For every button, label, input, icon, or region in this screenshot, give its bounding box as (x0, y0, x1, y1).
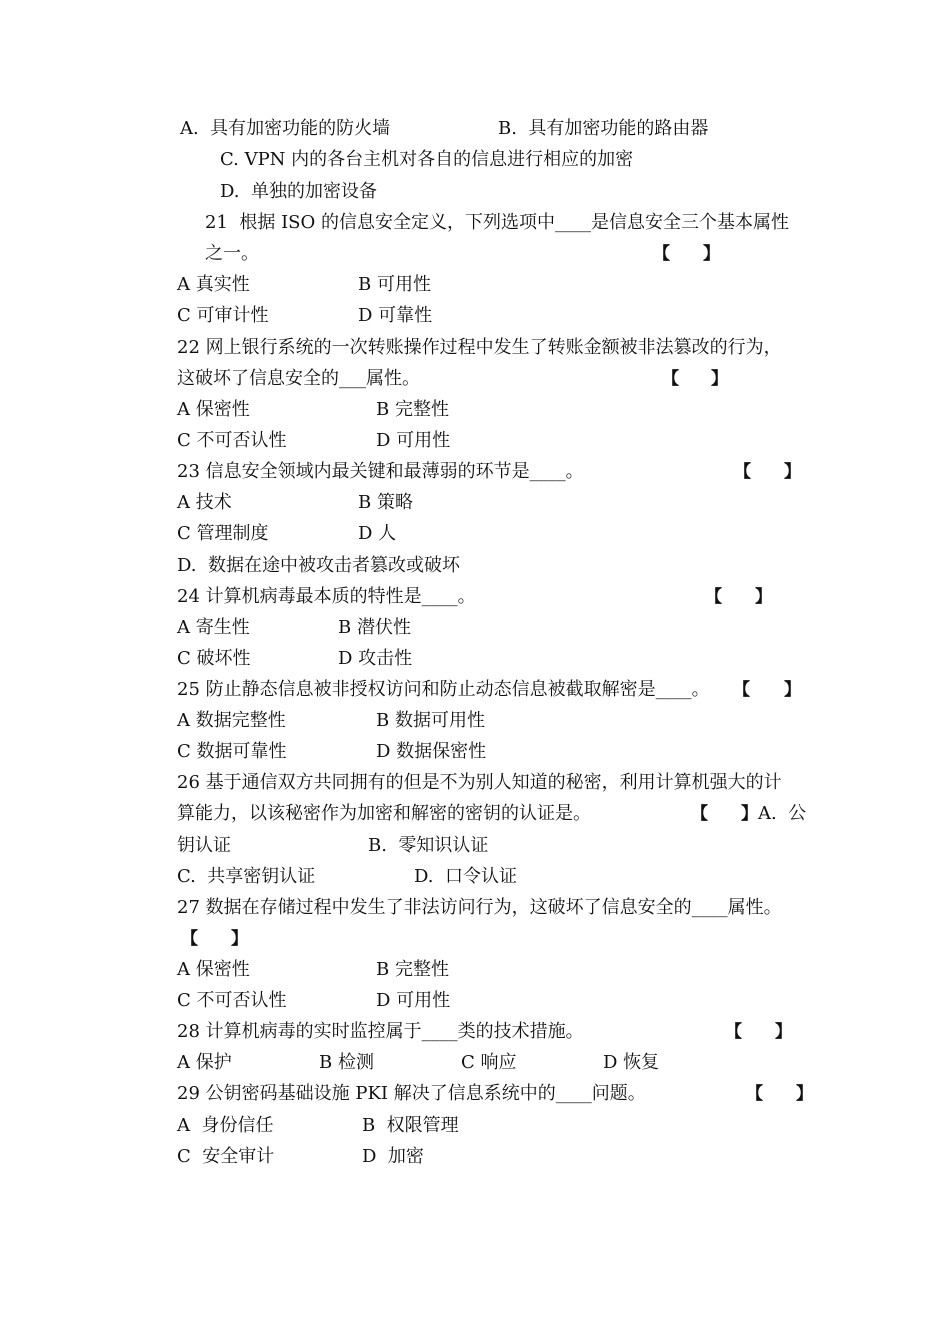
question-28: 28 计算机病毒的实时监控属于____类的技术措施。 (177, 1021, 584, 1042)
option-d: D. 单独的加密设备 (220, 181, 377, 202)
option-a: A 保密性 (177, 399, 250, 420)
option-b: B 检测 (319, 1052, 374, 1073)
option-c: C 不可否认性 (177, 430, 287, 451)
option-b: B 权限管理 (362, 1115, 459, 1136)
option-a: A. 具有加密功能的防火墙 (180, 118, 391, 139)
answer-bracket-close: 】 (231, 929, 248, 949)
option-a: A 寄生性 (177, 617, 250, 638)
answer-bracket-open: 【 (705, 587, 722, 607)
option-d: D 可靠性 (358, 305, 433, 326)
answer-bracket-open: 【 (725, 1022, 742, 1042)
option-b: B 完整性 (376, 959, 449, 980)
answer-bracket-close: 】 (741, 804, 758, 824)
question-29: 29 公钥密码基础设施 PKI 解决了信息系统中的____问题。 (177, 1083, 646, 1104)
question-26: 26 基于通信双方共同拥有的但是不为别人知道的秘密，利用计算机强大的计 (177, 772, 782, 793)
option-c: C 安全审计 (177, 1146, 275, 1167)
answer-bracket-open: 【 (746, 1084, 763, 1104)
option-a-cont: 钥认证 (177, 835, 231, 856)
option-b: B 潜伏性 (338, 617, 411, 638)
option-b: B 完整性 (376, 399, 449, 420)
option-a: A 身份信任 (177, 1115, 274, 1136)
option-a: A 保护 (177, 1052, 232, 1073)
answer-bracket-open: 【 (662, 369, 679, 389)
answer-bracket-close: 】 (703, 244, 720, 264)
question-24: 24 计算机病毒最本质的特性是____。 (177, 586, 476, 607)
option-c: C 不可否认性 (177, 990, 287, 1011)
option-c: C. VPN 内的各台主机对各自的信息进行相应的加密 (220, 149, 634, 170)
option-d: D 人 (358, 523, 397, 544)
answer-bracket-close: 】 (784, 462, 801, 482)
stray-option: D. 数据在途中被攻击者篡改或破坏 (177, 555, 460, 576)
option-d: D 数据保密性 (376, 741, 487, 762)
question-21: 21 根据 ISO 的信息安全定义，下列选项中____是信息安全三个基本属性 (205, 212, 789, 233)
option-c: C 破坏性 (177, 648, 251, 669)
option-d: D 加密 (362, 1146, 424, 1167)
answer-bracket-open: 【 (691, 804, 708, 824)
answer-bracket-close: 】 (755, 587, 772, 607)
answer-bracket-open: 【 (734, 462, 751, 482)
question-26-cont: 算能力，以该秘密作为加密和解密的密钥的认证是。 (177, 803, 591, 824)
question-25: 25 防止静态信息被非授权访问和防止动态信息被截取解密是____。 (177, 679, 710, 700)
question-22: 22 网上银行系统的一次转账操作过程中发生了转账金额被非法篡改的行为， (177, 337, 782, 358)
option-a: A 真实性 (177, 274, 250, 295)
option-b: B 策略 (358, 492, 413, 513)
answer-bracket-close: 】 (796, 1084, 813, 1104)
option-c: C 可审计性 (177, 305, 269, 326)
question-27: 27 数据在存储过程中发生了非法访问行为，这破坏了信息安全的____属性。 (177, 897, 782, 918)
answer-bracket-close: 】 (784, 680, 801, 700)
option-a: A 数据完整性 (177, 710, 286, 731)
option-d: D 恢复 (603, 1052, 660, 1073)
option-d: D 攻击性 (338, 648, 413, 669)
answer-bracket-open: 【 (181, 929, 198, 949)
question-22-cont: 这破坏了信息安全的___属性。 (177, 368, 420, 389)
option-c: C. 共享密钥认证 (177, 866, 316, 887)
option-d: D 可用性 (376, 430, 451, 451)
option-c: C 管理制度 (177, 523, 269, 544)
option-b: B 可用性 (358, 274, 431, 295)
option-a: A 保密性 (177, 959, 250, 980)
option-b: B 数据可用性 (376, 710, 485, 731)
option-a: A. 公 (758, 803, 807, 824)
answer-bracket-open: 【 (733, 680, 750, 700)
answer-bracket-close: 】 (711, 369, 728, 389)
option-d: D. 口令认证 (414, 866, 517, 887)
answer-bracket-close: 】 (775, 1022, 792, 1042)
option-c: C 数据可靠性 (177, 741, 287, 762)
option-d: D 可用性 (376, 990, 451, 1011)
question-23: 23 信息安全领域内最关键和最薄弱的环节是____。 (177, 461, 584, 482)
question-21-cont: 之一。 (205, 243, 259, 264)
option-b: B. 零知识认证 (368, 835, 489, 856)
answer-bracket-open: 【 (653, 244, 670, 264)
option-b: B. 具有加密功能的路由器 (498, 118, 709, 139)
option-a: A 技术 (177, 492, 232, 513)
option-c: C 响应 (461, 1052, 517, 1073)
